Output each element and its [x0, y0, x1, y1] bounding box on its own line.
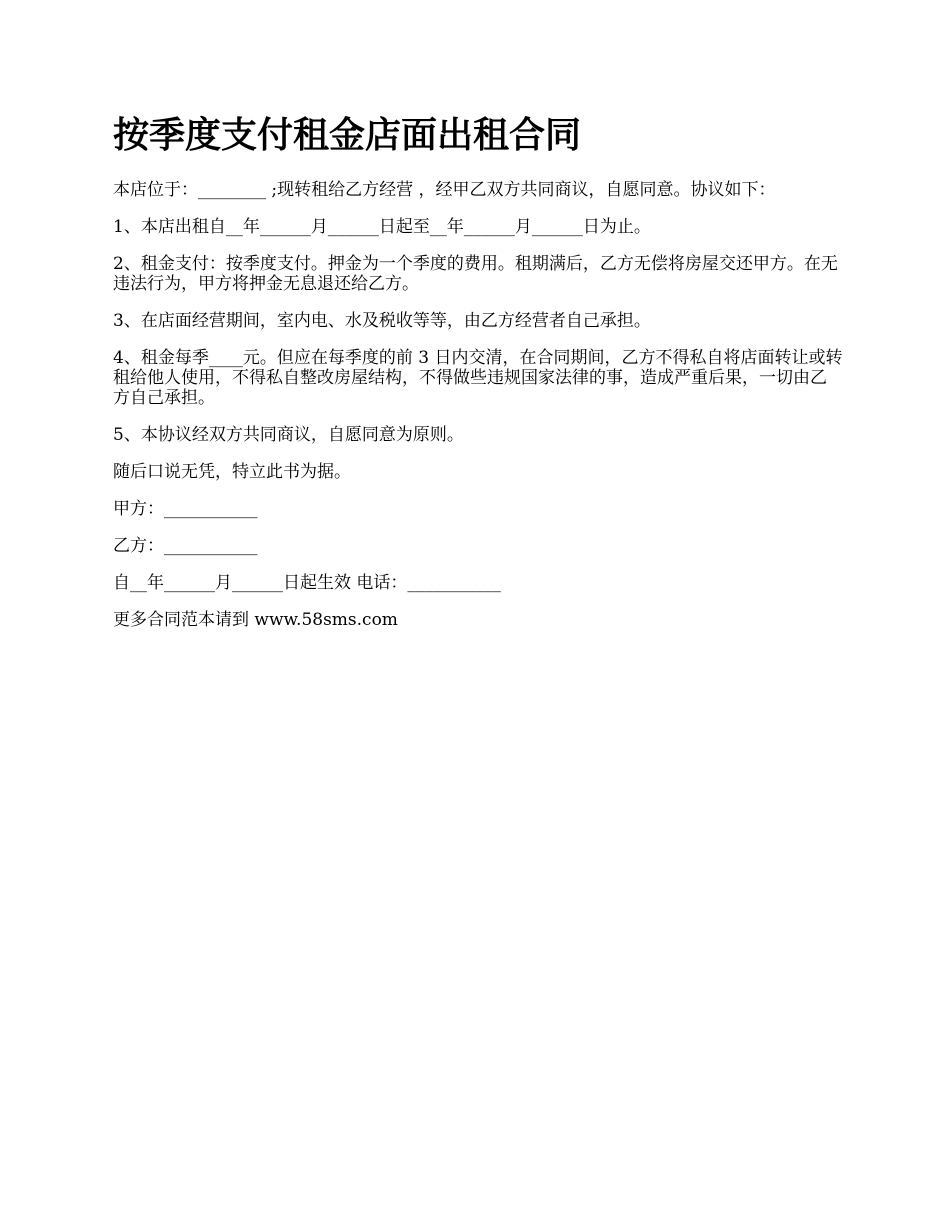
- closing-statement: 随后口说无凭，特立此书为据。: [113, 462, 351, 482]
- clause-5-agreement: 5、本协议经双方共同商议，自愿同意为原则。: [113, 425, 464, 445]
- clause-4-rent-amount: 4、租金每季____元。但应在每季度的前 3 日内交清，在合同期间，乙方不得私自将店面转让或转租给他人使用，不得私自整改房屋结构，不得做些违规国家法律的事，造成严重后果，一切由乙方自己承担。: [113, 348, 843, 408]
- clause-1-lease-term: 1、本店出租自__年______月______日起至__年______月______日为止。: [113, 217, 651, 237]
- party-a-signature: 甲方：___________: [113, 499, 258, 519]
- document-title: 按季度支付租金店面出租合同: [113, 115, 582, 156]
- footer-link-text: 更多合同范本请到 www.58sms.com: [113, 610, 398, 630]
- document-body: [113, 112, 843, 647]
- clause-3-utilities: 3、在店面经营期间，室内电、水及税收等等，由乙方经营者自己承担。: [113, 311, 651, 331]
- clause-2-rent-payment: 2、租金支付：按季度支付。押金为一个季度的费用。租期满后，乙方无偿将房屋交还甲方。在无违法行为，甲方将押金无息退还给乙方。: [113, 254, 838, 294]
- intro-paragraph: 本店位于：________ ;现转租给乙方经营 ，经甲乙双方共同商议，自愿同意。协议如下：: [113, 180, 776, 200]
- effective-date-phone: 自__年______月______日起生效 电话：___________: [113, 573, 501, 593]
- party-b-signature: 乙方：___________: [113, 536, 258, 556]
